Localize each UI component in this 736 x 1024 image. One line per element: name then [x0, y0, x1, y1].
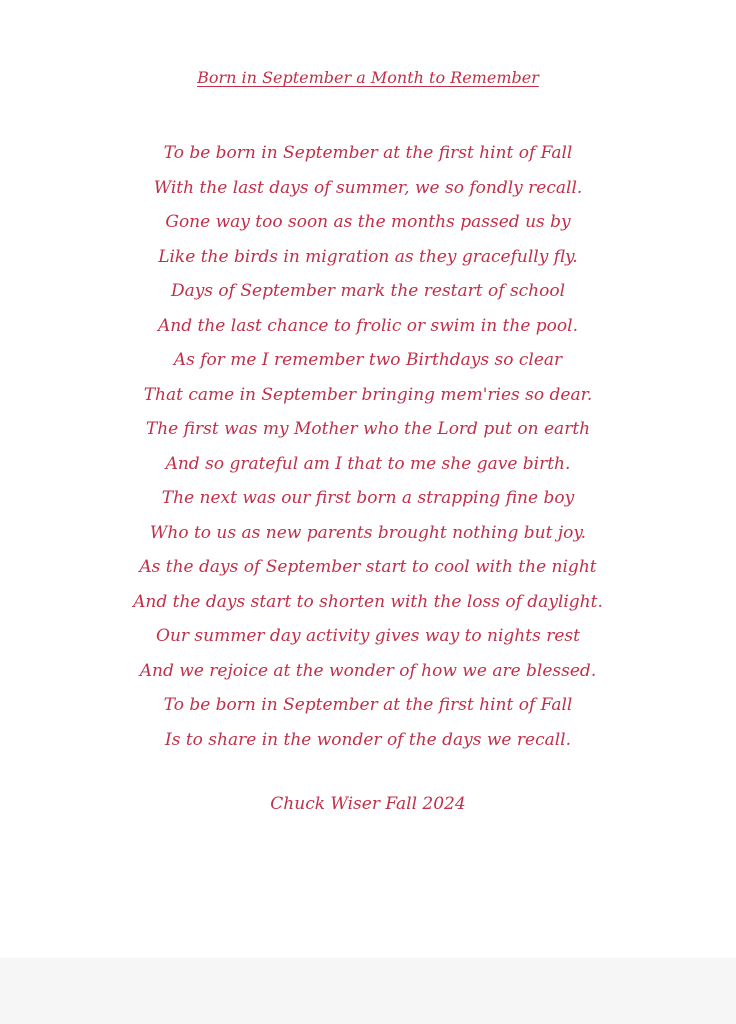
poem-line: To be born in September at the first hint of Fall — [163, 695, 573, 715]
poem-line: As for me I remember two Birthdays so clear — [173, 350, 563, 370]
poem-line: That came in September bringing mem'ries so dear. — [143, 384, 593, 405]
poem-line: Gone way too soon as the months passed us by — [165, 212, 571, 232]
poem-line: Days of September mark the restart of school — [170, 281, 566, 301]
author-signature: Chuck Wiser Fall 2024 — [270, 794, 466, 814]
poem-line: Our summer day activity gives way to nights rest — [156, 626, 580, 646]
poem-line: As the days of September start to cool with the night — [139, 557, 597, 577]
poem-title: Born in September a Month to Remember — [197, 68, 539, 87]
poem-line: The first was my Mother who the Lord put on earth — [145, 419, 591, 439]
poem-line: To be born in September at the first hint of Fall — [163, 143, 573, 163]
poem-line: Is to share in the wonder of the days we recall. — [164, 729, 572, 750]
poem-line: And the last chance to frolic or swim in the pool. — [158, 315, 578, 336]
poem-line: And so grateful am I that to me she gave birth. — [165, 453, 571, 474]
poem-line: And we rejoice at the wonder of how we are blessed. — [139, 660, 597, 681]
poem-line: With the last days of summer, we so fondly recall. — [153, 177, 583, 198]
poem-line: Like the birds in migration as they gracefully fly. — [158, 246, 578, 267]
poem-line: The next was our first born a strapping fine boy — [161, 488, 575, 508]
poem-line: Who to us as new parents brought nothing but joy. — [149, 522, 587, 543]
poem-line: And the days start to shorten with the loss of daylight. — [133, 591, 603, 612]
poem-body — [0, 136, 736, 757]
scan-edge — [0, 958, 736, 1024]
